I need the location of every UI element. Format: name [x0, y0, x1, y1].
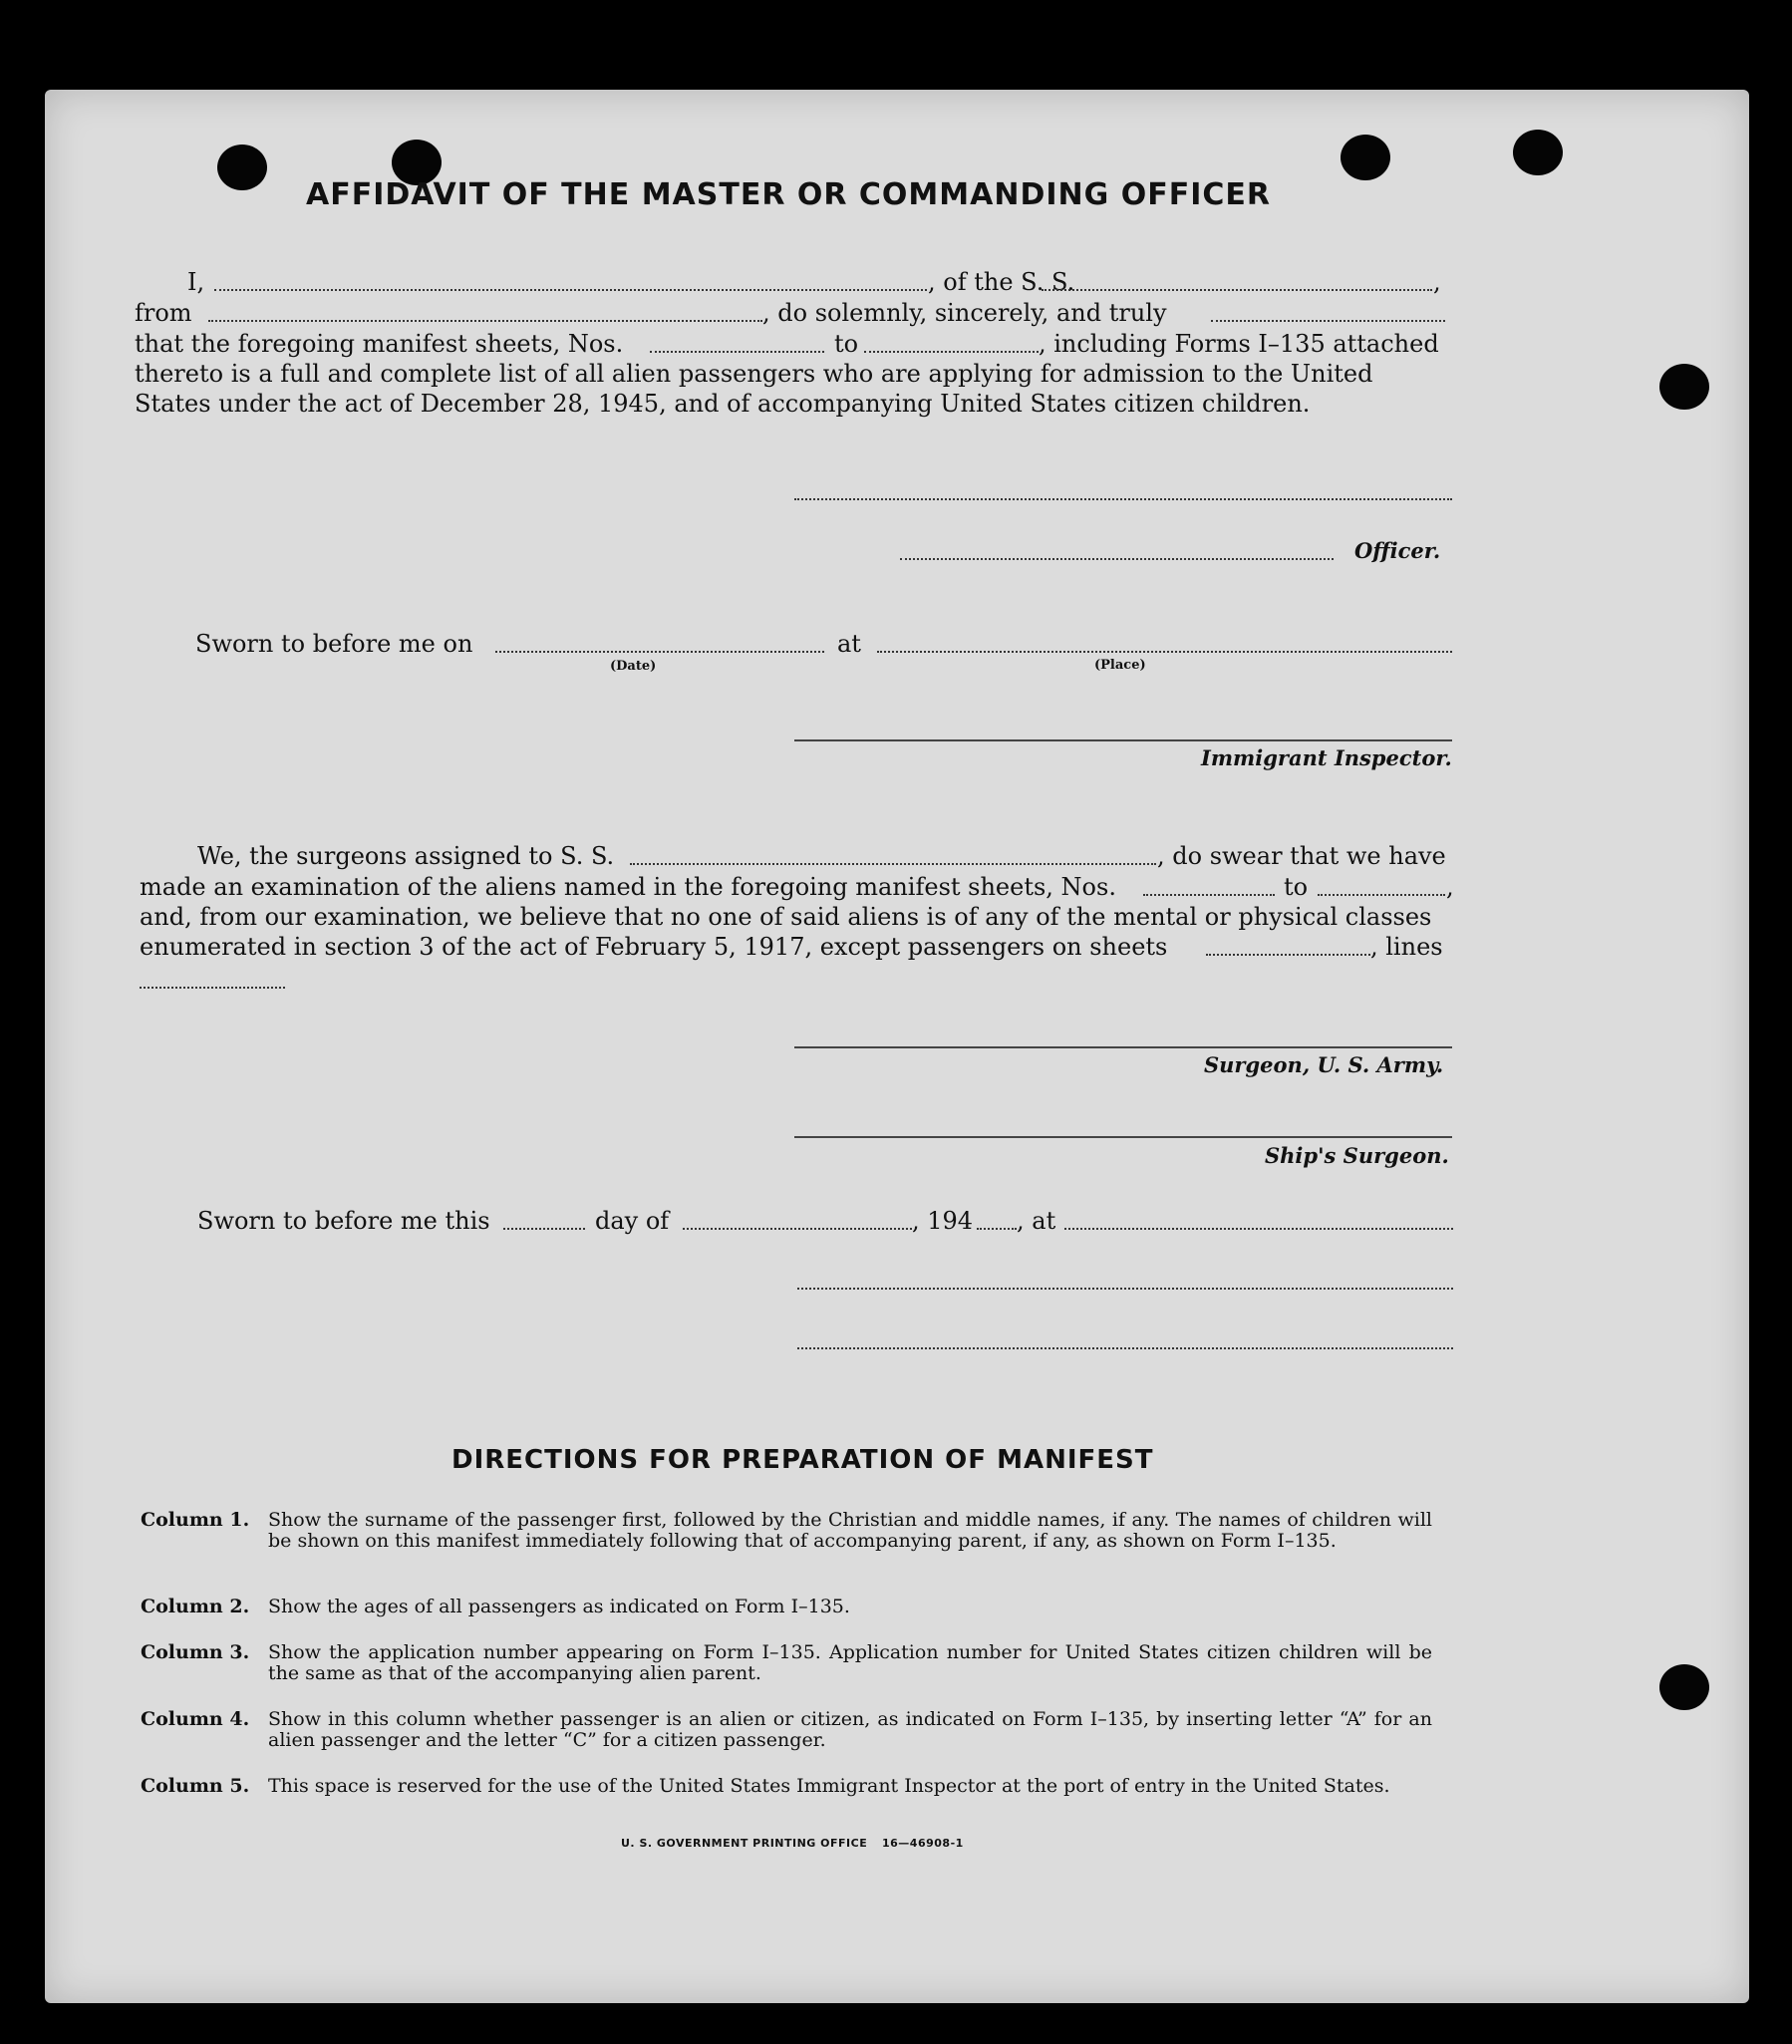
affidavit-text: States under the act of December 28, 1945, and of accompanying United States citizen children. — [135, 390, 1311, 418]
sworn-text: at — [837, 630, 861, 658]
punch-hole-icon — [1659, 1664, 1709, 1710]
punch-hole-icon — [1341, 135, 1390, 180]
affidavit-title: AFFIDAVIT OF THE MASTER OR COMMANDING OFFICER — [306, 177, 1271, 212]
direction-text: Show the application number appearing on Form I–135. Application number for United States citizen children will be the same as that of the accompanying alien parent. — [268, 1641, 1432, 1684]
army-surgeon-label: Surgeon, U. S. Army. — [1204, 1052, 1444, 1077]
punch-hole-icon — [1513, 130, 1563, 175]
surgeon-ship-field[interactable] — [630, 863, 1156, 865]
army-surgeon-signature-line[interactable] — [794, 1046, 1452, 1048]
exam-sheet-from-field[interactable] — [1143, 894, 1275, 896]
officer-title-field[interactable] — [900, 558, 1334, 560]
affirmation-field[interactable] — [1211, 320, 1445, 322]
surgeons-text: , lines — [1370, 933, 1443, 961]
sworn2-place-field[interactable] — [1064, 1228, 1453, 1230]
inspector-label: Immigrant Inspector. — [1201, 745, 1452, 770]
affidavit-text: to — [834, 330, 859, 358]
direction-label: Column 4. — [141, 1708, 250, 1730]
affidavit-text: , do solemnly, sincerely, and truly — [762, 299, 1167, 327]
sheet-to-field[interactable] — [864, 351, 1039, 353]
sworn2-text: , 194 — [912, 1207, 974, 1235]
sworn2-year-field[interactable] — [977, 1228, 1017, 1230]
direction-label: Column 1. — [141, 1509, 250, 1531]
direction-text: Show in this column whether passenger is an alien or citizen, as indicated on Form I–135, by inserting letter “A” for an alien passenger and the letter “C” for a citizen passenger. — [268, 1708, 1432, 1751]
surgeons-text: , do swear that we have — [1157, 842, 1446, 870]
surgeons-text: and, from our examination, we believe that no one of said aliens is of any of the mental or physical classes — [140, 903, 1432, 931]
ship-surgeon-signature-line[interactable] — [794, 1136, 1452, 1138]
ship-surgeon-label: Ship's Surgeon. — [1265, 1143, 1449, 1168]
direction-label: Column 2. — [141, 1596, 250, 1617]
officer-label: Officer. — [1354, 538, 1441, 563]
sworn-place-field[interactable] — [877, 651, 1452, 653]
exception-sheets-field[interactable] — [1206, 954, 1370, 956]
affidavit-text: I, — [187, 268, 205, 296]
sworn2-title-field[interactable] — [797, 1347, 1453, 1349]
ship-name-field[interactable] — [1042, 289, 1432, 291]
directions-title: DIRECTIONS FOR PREPARATION OF MANIFEST — [451, 1445, 1154, 1475]
date-caption: (Date) — [610, 659, 657, 674]
from-port-field[interactable] — [208, 320, 762, 322]
exception-lines-field[interactable] — [140, 987, 285, 989]
sworn2-day-field[interactable] — [503, 1228, 585, 1230]
direction-text: Show the surname of the passenger first, followed by the Christian and middle names, if any. The names of children will be shown on this manifest immediately following that of accompanying parent, if any, as shown on Form I–135. — [268, 1509, 1432, 1552]
form-number: 16—46908-1 — [882, 1837, 964, 1850]
direction-label: Column 3. — [141, 1641, 250, 1663]
form-sheet — [45, 90, 1749, 2003]
affidavit-text: , of the S. S. — [928, 268, 1075, 296]
affidavit-text: thereto is a full and complete list of all alien passengers who are applying for admission to the United — [135, 360, 1373, 388]
affidavit-text: , — [1433, 268, 1441, 296]
surgeons-text: made an examination of the aliens named in the foregoing manifest sheets, Nos. — [140, 873, 1116, 901]
surgeons-text: We, the surgeons assigned to S. S. — [197, 842, 615, 870]
punch-hole-icon — [217, 145, 267, 190]
direction-label: Column 5. — [141, 1775, 250, 1797]
name-field[interactable] — [214, 289, 927, 291]
surgeons-text: , — [1446, 873, 1454, 901]
sworn2-month-field[interactable] — [683, 1228, 912, 1230]
sheet-from-field[interactable] — [650, 351, 824, 353]
place-caption: (Place) — [1094, 658, 1146, 673]
direction-text: Show the ages of all passengers as indicated on Form I–135. — [268, 1596, 850, 1617]
inspector-signature-line[interactable] — [794, 739, 1452, 741]
surgeons-text: to — [1284, 873, 1309, 901]
sworn-text: Sworn to before me on — [195, 630, 473, 658]
sworn-date-field[interactable] — [495, 651, 824, 653]
officer-signature-field[interactable] — [794, 498, 1452, 500]
affidavit-text: from — [135, 299, 192, 327]
affidavit-text: that the foregoing manifest sheets, Nos. — [135, 330, 624, 358]
sworn2-text: , at — [1017, 1207, 1056, 1235]
exam-sheet-to-field[interactable] — [1318, 894, 1445, 896]
surgeons-text: enumerated in section 3 of the act of February 5, 1917, except passengers on sheets — [140, 933, 1168, 961]
direction-text: This space is reserved for the use of the United States Immigrant Inspector at the port of entry in the United States. — [268, 1775, 1390, 1797]
punch-hole-icon — [1659, 364, 1709, 410]
affidavit-text: , including Forms I–135 attached — [1039, 330, 1439, 358]
sworn2-signature-field[interactable] — [797, 1288, 1453, 1290]
printer-imprint: U. S. GOVERNMENT PRINTING OFFICE — [621, 1837, 868, 1850]
sworn2-text: day of — [595, 1207, 670, 1235]
sworn2-text: Sworn to before me this — [197, 1207, 490, 1235]
